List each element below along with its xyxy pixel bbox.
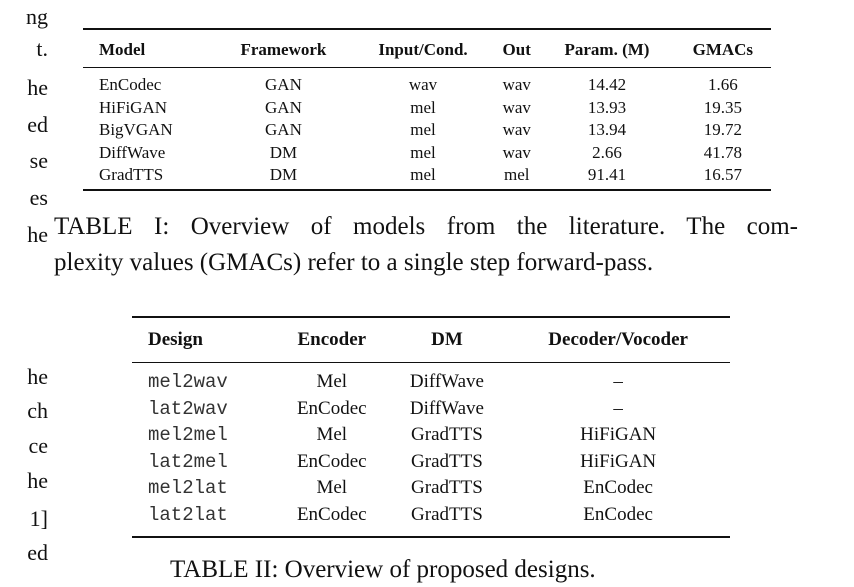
cell-design: mel2lat <box>148 477 228 500</box>
table-models-overview <box>83 28 771 191</box>
cell-design: lat2lat <box>148 503 228 526</box>
table1-caption-line2: plexity values (GMACs) refer to a single step forward-pass. <box>54 249 654 276</box>
cell-model: GradTTS <box>99 165 164 185</box>
cell-gmacs: 16.57 <box>703 165 742 185</box>
table-row <box>83 68 771 97</box>
cell-input: mel <box>410 142 436 162</box>
table-row <box>132 363 730 396</box>
cell-model: DiffWave <box>99 142 166 162</box>
left-fragment: he <box>27 468 48 493</box>
column-header-dm: DM <box>431 329 463 350</box>
column-header-model: Model <box>99 39 146 59</box>
cell-out: wav <box>502 142 531 162</box>
cell-framework: GAN <box>265 120 302 140</box>
cell-input: wav <box>408 75 438 95</box>
table-proposed-designs <box>132 316 730 538</box>
cell-gmacs: 19.35 <box>703 97 742 117</box>
cell-encoder: Mel <box>316 371 348 393</box>
cell-decoder: EnCodec <box>583 477 653 499</box>
cell-input: mel <box>410 120 436 140</box>
cell-design: mel2wav <box>148 371 228 394</box>
cell-out: mel <box>503 165 530 185</box>
table1-caption-line1: TABLE I: Overview of models from the literature. The com- <box>54 213 798 240</box>
table-header-row <box>83 29 771 68</box>
column-header-framework: Framework <box>240 39 327 59</box>
cell-model: EnCodec <box>99 75 162 95</box>
column-header-gmacs: GMACs <box>692 39 754 59</box>
left-fragment: ed <box>27 112 48 137</box>
column-header-input-cond: Input/Cond. <box>378 39 468 59</box>
cell-out: wav <box>502 97 531 117</box>
cell-encoder: EnCodec <box>296 450 367 472</box>
left-fragment: ce <box>28 433 48 458</box>
cell-encoder: Mel <box>316 424 348 446</box>
cell-decoder: – <box>613 397 623 419</box>
cell-params: 91.41 <box>587 165 627 185</box>
cell-decoder: – <box>613 371 623 393</box>
cell-dm: GradTTS <box>411 477 483 499</box>
cell-design: lat2wav <box>148 397 228 420</box>
cell-out: wav <box>502 120 531 140</box>
table-row <box>83 142 771 165</box>
cell-framework: DM <box>269 142 298 162</box>
left-fragment: ch <box>27 398 48 423</box>
column-header-decoder-vocoder: Decoder/Vocoder <box>548 329 688 350</box>
cell-dm: GradTTS <box>411 424 483 446</box>
cell-framework: GAN <box>265 75 302 95</box>
table-row <box>83 119 771 142</box>
cell-decoder: EnCodec <box>583 503 653 525</box>
cell-gmacs: 1.66 <box>707 75 738 95</box>
left-fragment: he <box>27 222 48 247</box>
cell-encoder: EnCodec <box>296 503 367 525</box>
cell-out: wav <box>502 75 531 95</box>
left-fragment: he <box>27 364 48 389</box>
column-header-encoder: Encoder <box>297 329 367 350</box>
column-header-params: Param. (M) <box>564 39 650 59</box>
table-row <box>132 502 730 538</box>
cell-dm: GradTTS <box>411 450 483 472</box>
cell-dm: DiffWave <box>409 397 484 419</box>
cell-framework: DM <box>269 165 298 185</box>
cell-gmacs: 41.78 <box>703 142 742 162</box>
cell-model: BigVGAN <box>99 120 173 140</box>
left-fragment: t. <box>36 36 48 61</box>
table-row <box>132 449 730 476</box>
cell-decoder: HiFiGAN <box>580 424 657 446</box>
cell-encoder: Mel <box>316 477 348 499</box>
column-header-out: Out <box>502 39 531 59</box>
cell-model: HiFiGAN <box>99 97 168 117</box>
table2-caption: TABLE II: Overview of proposed designs. <box>170 556 596 583</box>
table-header-row <box>132 317 730 363</box>
cell-params: 13.93 <box>587 97 627 117</box>
cell-framework: GAN <box>265 97 302 117</box>
cell-design: lat2mel <box>148 450 228 473</box>
cell-dm: GradTTS <box>411 503 483 525</box>
table-row <box>132 396 730 423</box>
table-row <box>83 97 771 120</box>
left-fragment: 1] <box>29 506 48 531</box>
left-column-text-fragments <box>0 0 48 565</box>
table-row <box>132 475 730 502</box>
cell-input: mel <box>410 165 436 185</box>
cell-params: 13.94 <box>587 120 627 140</box>
cell-input: mel <box>410 97 436 117</box>
left-fragment: es <box>29 185 48 210</box>
left-fragment: he <box>27 75 48 100</box>
table-row <box>83 164 771 190</box>
cell-gmacs: 19.72 <box>703 120 742 140</box>
left-fragment: se <box>29 148 48 173</box>
left-fragment: ed <box>27 540 48 565</box>
table-row <box>132 422 730 449</box>
cell-design: mel2mel <box>148 424 228 447</box>
cell-params: 2.66 <box>592 142 622 162</box>
cell-decoder: HiFiGAN <box>580 450 657 472</box>
column-header-design: Design <box>148 329 203 350</box>
cell-params: 14.42 <box>587 75 627 95</box>
cell-dm: DiffWave <box>409 371 484 393</box>
cell-encoder: EnCodec <box>296 397 367 419</box>
left-fragment: ng <box>26 4 48 29</box>
